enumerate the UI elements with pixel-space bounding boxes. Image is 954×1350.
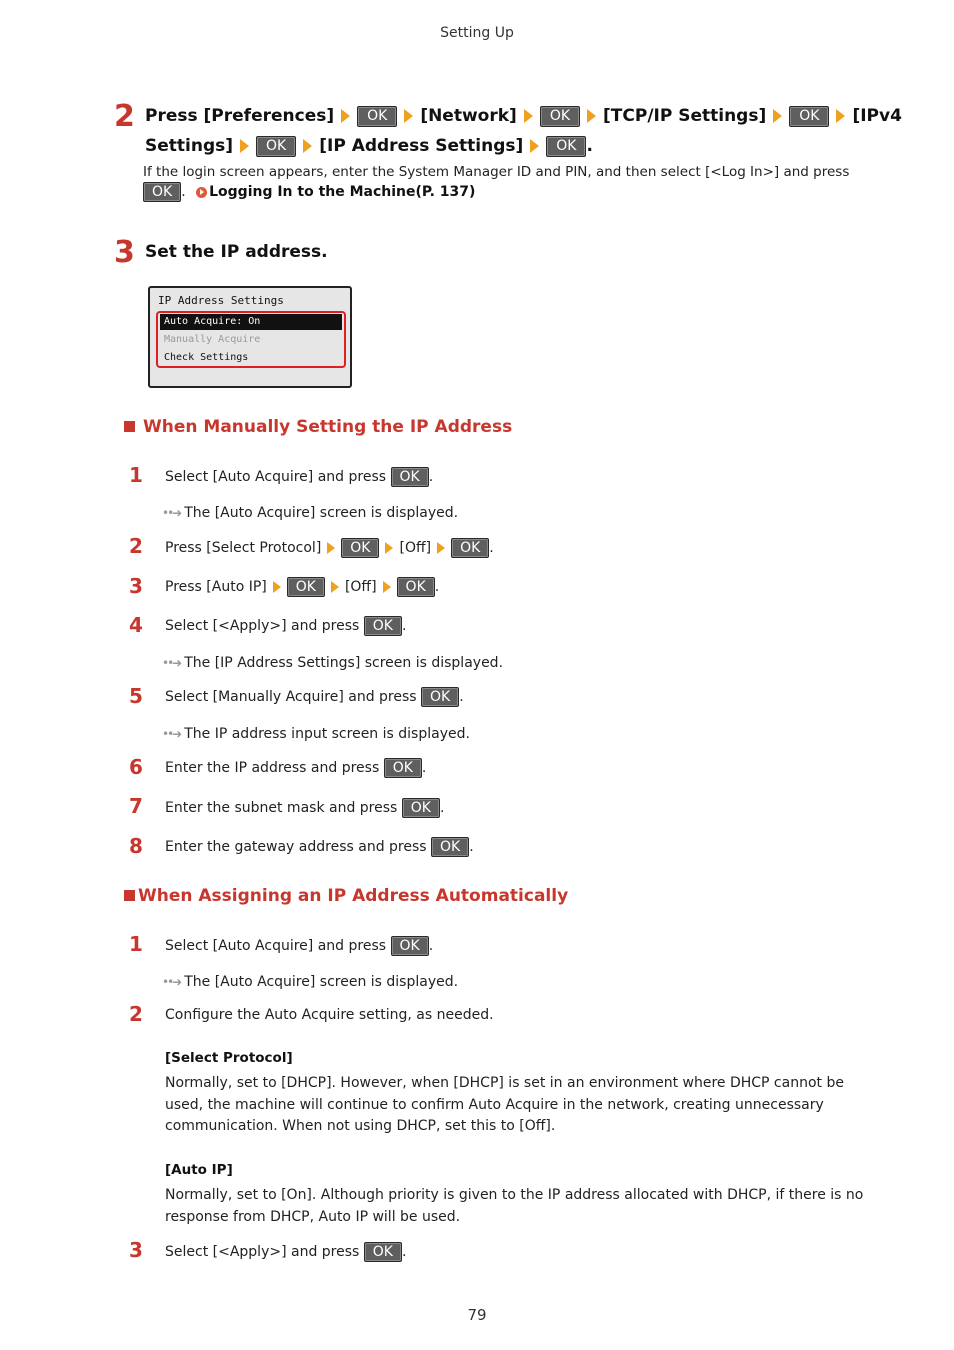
arrow-icon: [404, 109, 413, 123]
ok-key-icon: OK: [391, 936, 429, 956]
ok-key-icon: OK: [540, 106, 580, 127]
arrow-icon: [341, 109, 350, 123]
arrow-icon: [385, 542, 393, 554]
setting-heading: [Auto IP]: [165, 1162, 233, 1178]
page-number: 79: [467, 1306, 487, 1324]
step-text: Select [<Apply>] and press: [165, 618, 360, 634]
manual-step-7: [165, 798, 444, 818]
step-number: 2: [114, 99, 135, 134]
substep-number: 5: [129, 684, 143, 708]
step2-note: If the login screen appears, enter the System Manager ID and PIN, and then select [<Log In>] and press: [143, 164, 850, 180]
arrow-icon: [437, 542, 445, 554]
step2-line2: [145, 131, 593, 161]
ok-key-icon: OK: [341, 538, 379, 558]
result-line: [162, 972, 458, 992]
ok-key-icon: OK: [256, 136, 296, 157]
step2-text: [IPv4: [852, 106, 902, 126]
step-period: .: [428, 469, 434, 485]
step-text: [Off]: [399, 540, 432, 556]
lcd-row: Manually Acquire: [164, 334, 261, 345]
result-text: The [IP Address Settings] screen is displayed.: [184, 655, 504, 671]
result-arrow-icon: ••➜: [162, 727, 181, 741]
step-text: Select [Auto Acquire] and press: [165, 469, 387, 485]
arrow-icon: [587, 109, 596, 123]
step3-title: Set the IP address.: [145, 242, 328, 262]
substep-number: 1: [129, 463, 143, 487]
result-line: [162, 724, 470, 744]
substep-number: 2: [129, 1002, 143, 1026]
lcd-row-selected: Auto Acquire: On: [160, 314, 342, 330]
substep-number: 8: [129, 834, 143, 858]
substep-number: 3: [129, 574, 143, 598]
arrow-icon: [327, 542, 335, 554]
login-link[interactable]: Logging In to the Machine(P. 137): [209, 184, 476, 200]
setting-heading: [Select Protocol]: [165, 1050, 293, 1066]
result-text: The [Auto Acquire] screen is displayed.: [184, 974, 459, 990]
step2-period: .: [586, 136, 593, 156]
arrow-icon: [240, 139, 249, 153]
step-number: 3: [114, 235, 135, 270]
arrow-icon: [273, 581, 281, 593]
lcd-row: Check Settings: [164, 352, 249, 363]
step-period: .: [459, 689, 464, 705]
step2-text: [Network]: [420, 106, 517, 126]
section-title-manual: [124, 416, 512, 438]
step2-text: [TCP/IP Settings]: [603, 106, 767, 126]
step-period: .: [401, 1244, 407, 1260]
result-line: [162, 503, 458, 523]
step-period: .: [469, 839, 474, 855]
auto-step-2: Configure the Auto Acquire setting, as needed.: [165, 1007, 494, 1023]
result-text: The [Auto Acquire] screen is displayed.: [184, 505, 459, 521]
ok-key-icon: OK: [364, 616, 402, 636]
section-title-text: When Manually Setting the IP Address: [143, 417, 513, 437]
manual-step-6: [165, 758, 426, 778]
substep-number: 1: [129, 932, 143, 956]
section-square-icon: [124, 421, 135, 432]
manual-step-5: [165, 687, 464, 707]
ok-key-icon: OK: [431, 837, 469, 857]
setting-description: Normally, set to [On]. Although priority is given to the IP address allocated with DHCP, if there is no response from DHCP, Auto IP will be used.: [165, 1187, 864, 1225]
arrow-icon: [773, 109, 782, 123]
auto-step-3: [165, 1242, 406, 1262]
manual-step-8: [165, 837, 474, 857]
manual-step-4: [165, 616, 406, 636]
lcd-screen: [148, 286, 352, 388]
step-period: .: [401, 618, 407, 634]
manual-step-2: [165, 538, 494, 558]
lcd-title: IP Address Settings: [158, 294, 284, 307]
arrow-icon: [524, 109, 533, 123]
arrow-icon: [331, 581, 339, 593]
step-text: Enter the IP address and press: [165, 760, 380, 776]
ok-key-icon: OK: [789, 106, 829, 127]
section-square-icon: [124, 890, 135, 901]
ok-key-icon: OK: [384, 758, 422, 778]
ok-key-icon: OK: [391, 467, 429, 487]
ok-key-icon: OK: [357, 106, 397, 127]
step-text: Select [Auto Acquire] and press: [165, 938, 387, 954]
ok-key-icon: OK: [397, 577, 435, 597]
ok-key-icon: OK: [143, 182, 181, 202]
step2-text: Press [Preferences]: [145, 106, 335, 126]
manual-step-1: [165, 467, 433, 487]
result-arrow-icon: ••➜: [162, 975, 181, 989]
substep-number: 4: [129, 613, 143, 637]
result-arrow-icon: ••➜: [162, 656, 181, 670]
lcd-highlight-frame: [156, 311, 346, 368]
substep-number: 3: [129, 1238, 143, 1262]
step-period: .: [428, 938, 434, 954]
link-arrow-icon: [196, 187, 207, 198]
arrow-icon: [530, 139, 539, 153]
result-text: The IP address input screen is displayed.: [184, 726, 470, 742]
ok-key-icon: OK: [421, 687, 459, 707]
step2-line1: [145, 101, 902, 131]
step-text: Press [Select Protocol]: [165, 540, 322, 556]
auto-step-1: [165, 936, 433, 956]
substep-number: 2: [129, 534, 143, 558]
ok-key-icon: OK: [287, 577, 325, 597]
result-line: [162, 653, 503, 673]
step-period: .: [421, 760, 427, 776]
step-text: Select [<Apply>] and press: [165, 1244, 360, 1260]
substep-number: 7: [129, 794, 143, 818]
note-period: .: [181, 184, 186, 200]
page-header: Setting Up: [440, 25, 514, 41]
manual-step-3: [165, 577, 439, 597]
arrow-icon: [303, 139, 312, 153]
ok-key-icon: OK: [451, 538, 489, 558]
step-text: Enter the subnet mask and press: [165, 800, 398, 816]
substep-number: 6: [129, 755, 143, 779]
setting-description: Normally, set to [DHCP]. However, when [DHCP] is set in an environment where DHCP cannot be used, the machine will continue to confirm Auto Acquire in the network, creating unnecessary communication. When not using DHCP, set this to [Off].: [165, 1075, 844, 1134]
step-period: .: [489, 540, 494, 556]
ok-key-icon: OK: [402, 798, 440, 818]
result-arrow-icon: ••➜: [162, 506, 181, 520]
ok-key-icon: OK: [364, 1242, 402, 1262]
step2-note-line2: [143, 182, 475, 202]
section-title-text: When Assigning an IP Address Automatically: [138, 886, 569, 906]
arrow-icon: [836, 109, 845, 123]
step-period: .: [434, 579, 440, 595]
step2-text: Settings]: [145, 136, 234, 156]
step2-text: [IP Address Settings]: [319, 136, 524, 156]
step-text: Select [Manually Acquire] and press: [165, 689, 417, 705]
step-text: Enter the gateway address and press: [165, 839, 427, 855]
ok-key-icon: OK: [546, 136, 586, 157]
arrow-icon: [383, 581, 391, 593]
step-text: [Off]: [344, 579, 377, 595]
step-text: Press [Auto IP]: [165, 579, 267, 595]
section-title-auto: [124, 885, 568, 907]
step-period: .: [439, 800, 445, 816]
